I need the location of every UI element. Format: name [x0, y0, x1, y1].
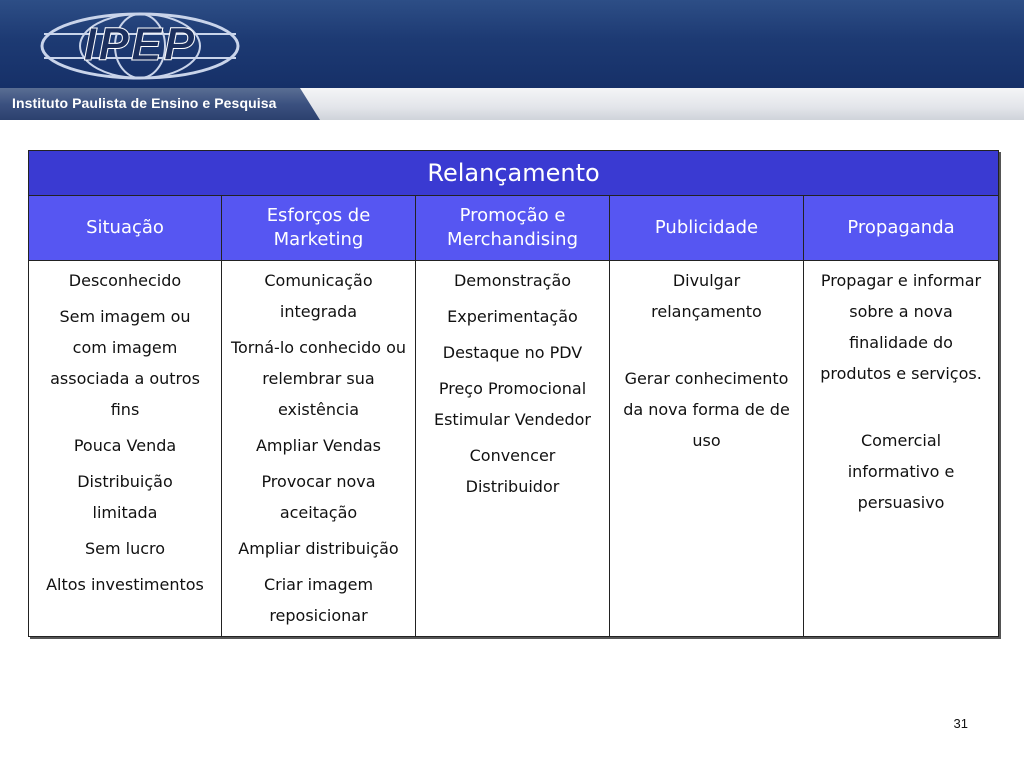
logo-wordmark: IPEP: [83, 18, 197, 70]
page-number: 31: [953, 716, 968, 731]
cell-esforcos: [222, 261, 416, 637]
list-item: Ampliar Vendas: [255, 436, 382, 455]
list-item: Demonstração: [453, 271, 572, 290]
list-item: Comercial informativo e persuasivo: [847, 431, 955, 512]
list-item: Torná-lo conhecido ou relembrar sua existência: [230, 338, 407, 419]
list-item: Preço Promocional Estimular Vendedor: [433, 379, 591, 429]
list-item: Distribuição limitada: [77, 472, 173, 522]
list-item: Destaque no PDV: [442, 343, 583, 362]
list-item: Gerar conhecimento da nova forma de de uso: [623, 369, 790, 450]
list-item: Ampliar distribuição: [238, 539, 399, 558]
cell-publicidade: [610, 261, 804, 637]
list-item: Divulgar relançamento: [651, 271, 762, 321]
list-item: Pouca Venda: [73, 436, 177, 455]
list-item: Sem imagem ou com imagem associada a outros fins: [50, 307, 200, 419]
relancamento-table: [28, 150, 999, 637]
cell-propaganda: [804, 261, 999, 637]
column-header-promocao: Promoção e Merchandising: [416, 196, 610, 261]
column-header-propaganda: Propaganda: [804, 196, 999, 261]
list-item: Sem lucro: [84, 539, 166, 558]
list-item: Criar imagem reposicionar: [263, 575, 374, 625]
institute-name: Instituto Paulista de Ensino e Pesquisa: [12, 95, 277, 111]
list-item: Propagar e informar sobre a nova finalidade do produtos e serviços.: [820, 271, 982, 383]
list-item: Experimentação: [447, 307, 578, 326]
list-item: Convencer Distribuidor: [465, 446, 560, 496]
table-title: Relançamento: [29, 151, 999, 196]
cell-promocao: [416, 261, 610, 637]
column-header-situacao: Situação: [29, 196, 222, 261]
column-header-publicidade: Publicidade: [610, 196, 804, 261]
list-item: Comunicação integrada: [264, 271, 373, 321]
cell-situacao: [29, 261, 222, 637]
list-item: Desconhecido: [68, 271, 182, 290]
list-item: Provocar nova aceitação: [261, 472, 376, 522]
list-item: Altos investimentos: [46, 575, 204, 594]
column-header-esforcos: Esforços de Marketing: [222, 196, 416, 261]
